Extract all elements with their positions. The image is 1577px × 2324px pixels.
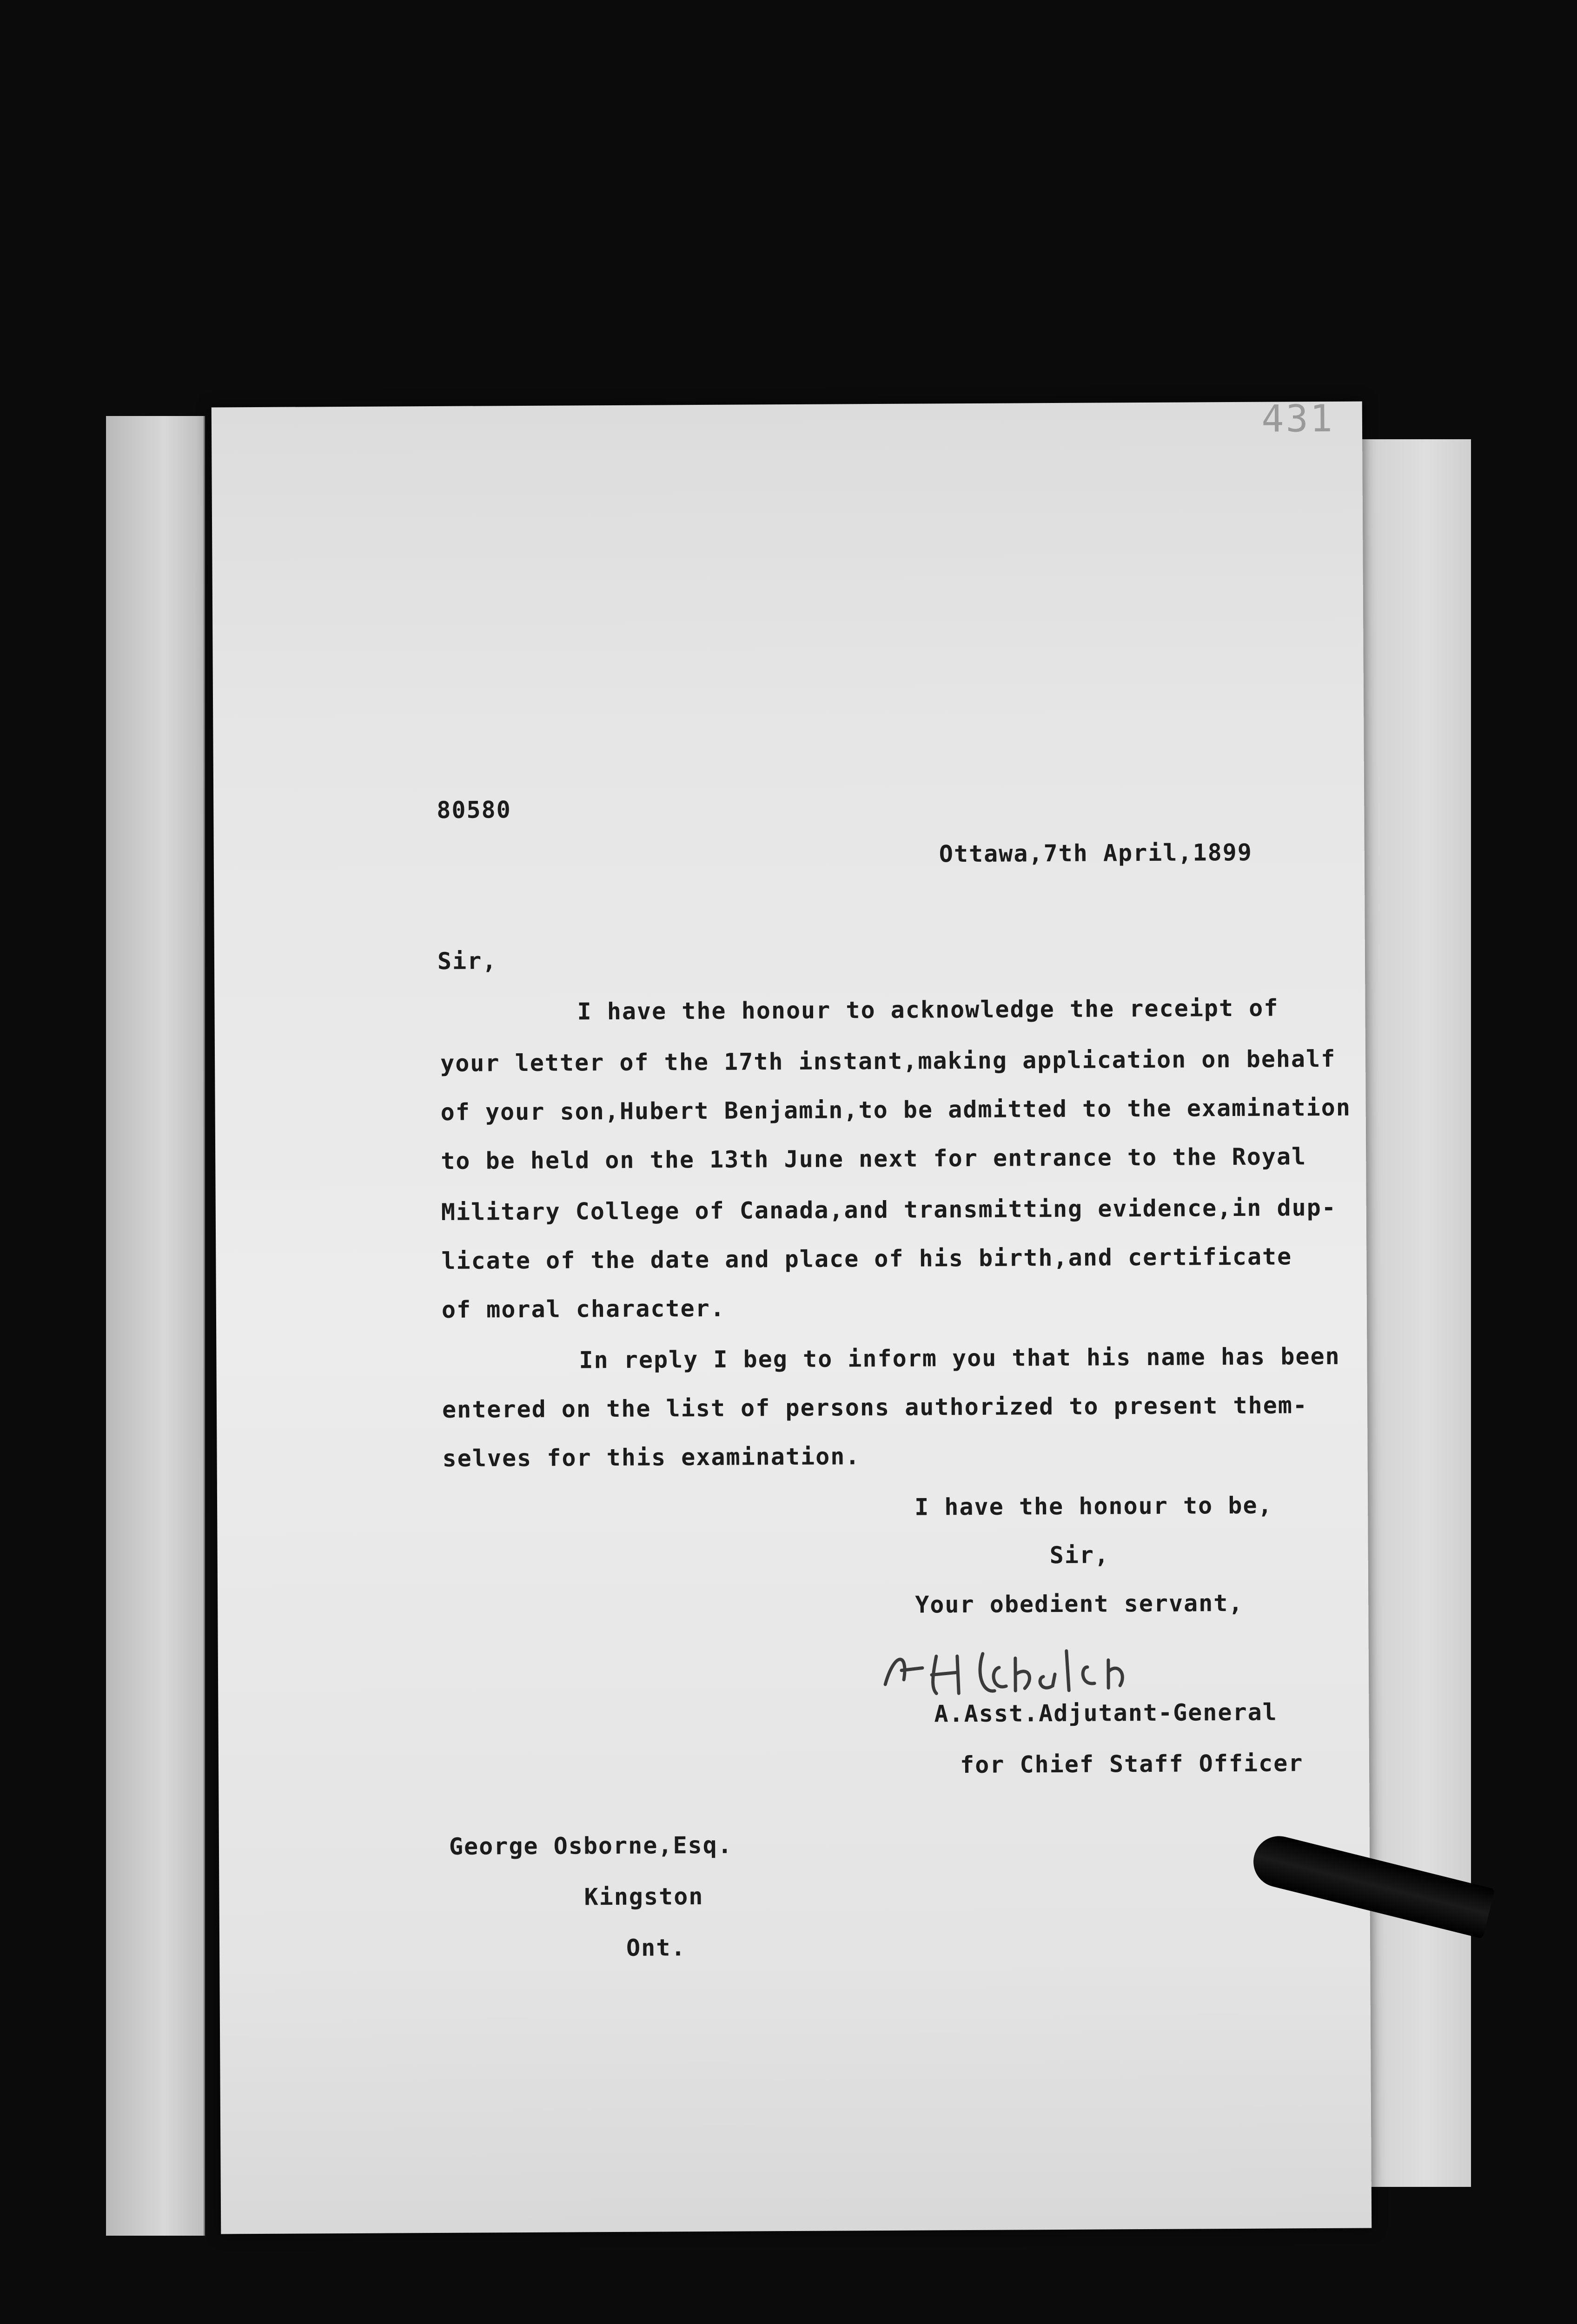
recipient-name: George Osborne,Esq. bbox=[449, 1831, 733, 1860]
salutation: Sir, bbox=[437, 947, 497, 975]
handwritten-signature bbox=[876, 1641, 1174, 1703]
paragraph2-line: entered on the list of persons authorized to present them- bbox=[442, 1392, 1308, 1423]
page-edge-left bbox=[106, 416, 205, 2236]
letter-page bbox=[212, 396, 1372, 2234]
recipient-province: Ont. bbox=[626, 1934, 686, 1961]
recipient-city: Kingston bbox=[584, 1883, 704, 1911]
paragraph1-line: of your son,Hubert Benjamin,to be admitted to the examination bbox=[440, 1094, 1352, 1126]
signature-title-line: A.Asst.Adjutant-General bbox=[934, 1698, 1278, 1728]
closing-line: I have the honour to be, bbox=[914, 1492, 1273, 1521]
paragraph1-line: to be held on the 13th June next for entrance to the Royal bbox=[441, 1143, 1307, 1175]
paragraph1-line: of moral character. bbox=[441, 1294, 725, 1323]
paragraph1-line: licate of the date and place of his birth,and certificate bbox=[441, 1243, 1292, 1274]
paragraph1-line: your letter of the 17th instant,making application on behalf bbox=[440, 1045, 1336, 1077]
paragraph1-line: Military College of Canada,and transmitting evidence,in dup- bbox=[441, 1194, 1337, 1226]
place-date: Ottawa,7th April,1899 bbox=[939, 838, 1253, 868]
paragraph1-line: I have the honour to acknowledge the receipt of bbox=[577, 994, 1279, 1025]
file-number: 80580 bbox=[437, 796, 511, 824]
signature-title-line: for Chief Staff Officer bbox=[960, 1750, 1304, 1779]
closing-line: Your obedient servant, bbox=[915, 1589, 1244, 1618]
folio-number: 431 bbox=[1261, 396, 1335, 441]
paragraph2-line: In reply I beg to inform you that his name has been bbox=[579, 1342, 1340, 1374]
paragraph2-line: selves for this examination. bbox=[442, 1443, 861, 1472]
closing-line: Sir, bbox=[1049, 1541, 1110, 1569]
